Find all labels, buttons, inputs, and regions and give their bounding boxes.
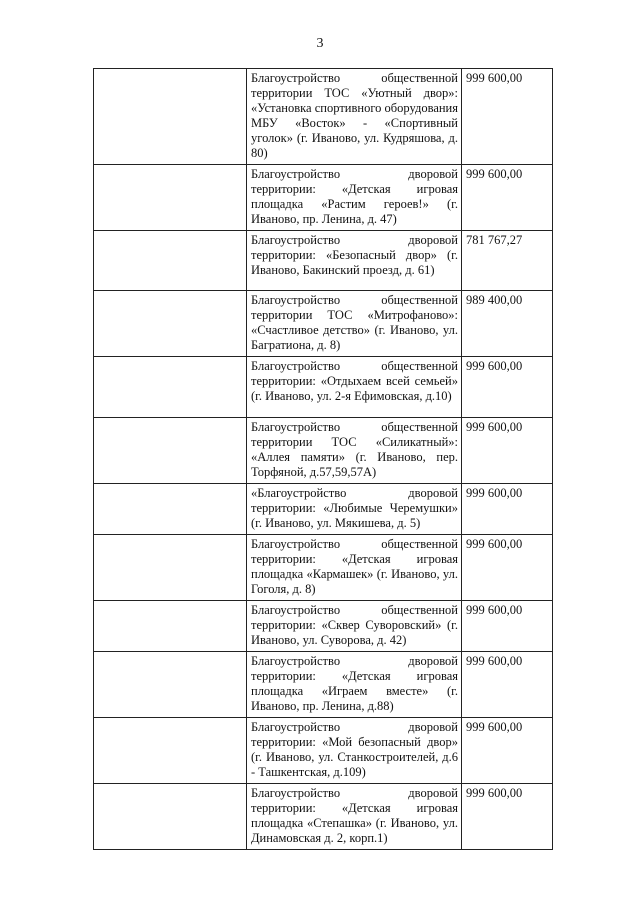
row-empty-cell — [94, 601, 247, 652]
row-empty-cell — [94, 165, 247, 231]
table-row — [94, 784, 553, 850]
row-empty-cell — [94, 357, 247, 418]
row-description: Благоустройство общественной территории: «Детская игровая площадка «Кармашек» (г. Иваново, ул. Гоголя, д. 8) — [247, 535, 462, 601]
row-amount: 999 600,00 — [462, 718, 553, 784]
row-empty-cell — [94, 69, 247, 165]
row-amount: 999 600,00 — [462, 357, 553, 418]
row-amount: 999 600,00 — [462, 652, 553, 718]
row-empty-cell — [94, 418, 247, 484]
table-row — [94, 718, 553, 784]
row-description: Благоустройство дворовой территории: «Детская игровая площадка «Степашка» (г. Иваново, ул. Динамовская д. 2, корп.1) — [247, 784, 462, 850]
row-empty-cell — [94, 718, 247, 784]
table-row — [94, 357, 553, 418]
row-amount: 999 600,00 — [462, 601, 553, 652]
row-amount: 999 600,00 — [462, 484, 553, 535]
table-row — [94, 291, 553, 357]
row-empty-cell — [94, 484, 247, 535]
row-empty-cell — [94, 231, 247, 291]
row-description: Благоустройство дворовой территории: «Детская игровая площадка «Играем вместе» (г. Иваново, пр. Ленина, д.88) — [247, 652, 462, 718]
row-amount: 999 600,00 — [462, 418, 553, 484]
row-description: Благоустройство общественной территории ТОС «Уютный двор»: «Установка спортивного оборудования МБУ «Восток» - «Спортивный уголок» (г. Иваново, ул. Кудряшова, д. 80) — [247, 69, 462, 165]
row-description: Благоустройство общественной территории: «Сквер Суворовский» (г. Иваново, ул. Суворова, д. 42) — [247, 601, 462, 652]
table-row — [94, 601, 553, 652]
row-amount: 989 400,00 — [462, 291, 553, 357]
page-number: 3 — [316, 36, 324, 51]
row-amount: 999 600,00 — [462, 535, 553, 601]
row-description: Благоустройство дворовой территории: «Безопасный двор» (г. Иваново, Бакинский проезд, д. 61) — [247, 231, 462, 291]
row-description: Благоустройство общественной территории ТОС «Митрофаново»: «Счастливое детство» (г. Иваново, ул. Багратиона, д. 8) — [247, 291, 462, 357]
row-description: Благоустройство общественной территории ТОС «Силикатный»: «Аллея памяти» (г. Иваново, пер. Торфяной, д.57,59,57А) — [247, 418, 462, 484]
row-empty-cell — [94, 291, 247, 357]
row-description: «Благоустройство дворовой территории: «Любимые Черемушки» (г. Иваново, ул. Мякишева, д. 5) — [247, 484, 462, 535]
row-amount: 999 600,00 — [462, 165, 553, 231]
row-amount: 781 767,27 — [462, 231, 553, 291]
grant-table — [93, 68, 553, 850]
row-amount: 999 600,00 — [462, 784, 553, 850]
row-description: Благоустройство общественной территории: «Отдыхаем всей семьей» (г. Иваново, ул. 2-я Ефимовская, д.10) — [247, 357, 462, 418]
table-row — [94, 231, 553, 291]
table-row — [94, 165, 553, 231]
table-row — [94, 535, 553, 601]
table-row — [94, 69, 553, 165]
row-empty-cell — [94, 784, 247, 850]
row-description: Благоустройство дворовой территории: «Мой безопасный двор» (г. Иваново, ул. Станкостроителей, д.6 - Ташкентская, д.109) — [247, 718, 462, 784]
row-empty-cell — [94, 652, 247, 718]
table-row — [94, 652, 553, 718]
row-amount: 999 600,00 — [462, 69, 553, 165]
row-description: Благоустройство дворовой территории: «Детская игровая площадка «Растим героев!» (г. Иваново, пр. Ленина, д. 47) — [247, 165, 462, 231]
table-row — [94, 484, 553, 535]
table-row — [94, 418, 553, 484]
row-empty-cell — [94, 535, 247, 601]
